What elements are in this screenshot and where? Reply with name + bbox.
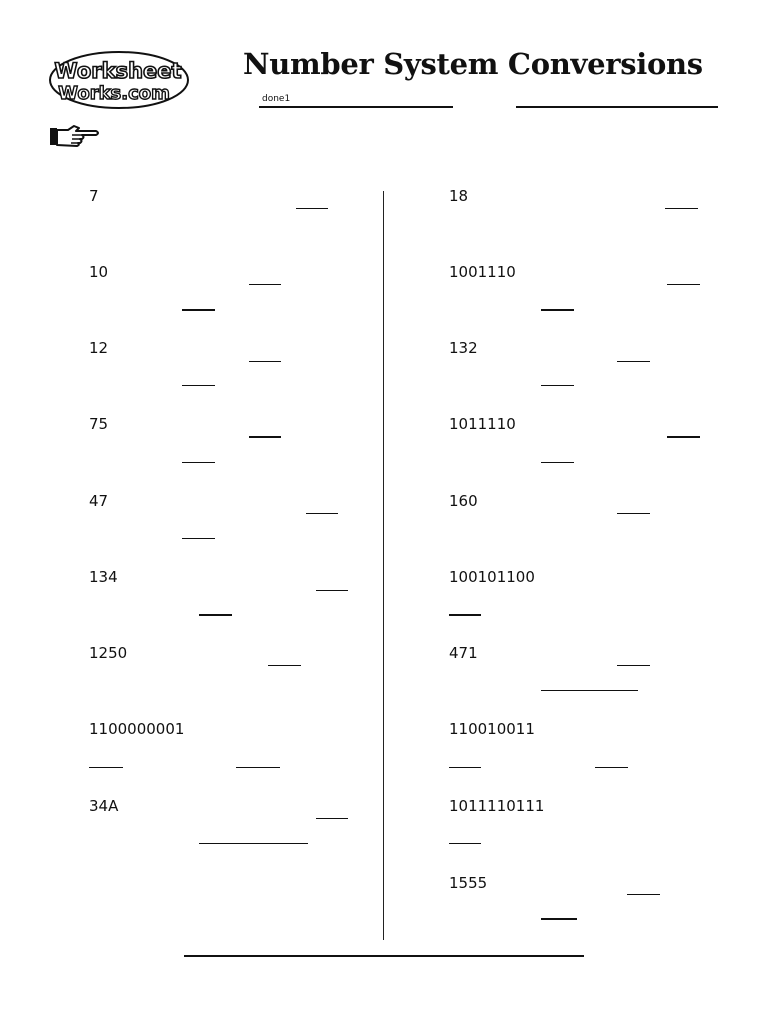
answer-blank[interactable] <box>541 309 574 311</box>
answer-blank[interactable] <box>617 513 650 514</box>
answer-blank[interactable] <box>449 843 481 844</box>
answer-blank[interactable] <box>665 208 698 209</box>
answer-blank[interactable] <box>316 590 348 591</box>
answer-blank[interactable] <box>249 436 281 438</box>
answer-blank[interactable] <box>182 385 215 386</box>
answer-blank[interactable] <box>541 690 638 691</box>
problem-number: 75 <box>89 415 109 433</box>
answer-blank[interactable] <box>541 918 577 920</box>
answer-blank[interactable] <box>617 361 650 362</box>
date-field-line[interactable] <box>516 106 718 108</box>
problem-number: 471 <box>449 644 478 662</box>
answer-blank[interactable] <box>268 665 301 666</box>
problem-number: 134 <box>89 568 118 586</box>
page-title: Number System Conversions <box>243 47 703 81</box>
answer-blank[interactable] <box>182 538 215 539</box>
problem-number: 12 <box>89 339 109 357</box>
problem-number: 34A <box>89 797 119 815</box>
answer-blank[interactable] <box>667 436 700 438</box>
answer-blank[interactable] <box>541 462 574 463</box>
bottom-rule <box>184 955 584 957</box>
problem-number: 1250 <box>89 644 128 662</box>
answer-blank[interactable] <box>595 767 628 768</box>
problem-number: 160 <box>449 492 478 510</box>
column-divider <box>383 191 384 940</box>
answer-blank[interactable] <box>249 361 281 362</box>
answer-blank[interactable] <box>306 513 338 514</box>
answer-blank[interactable] <box>236 767 280 768</box>
answer-blank[interactable] <box>449 614 481 616</box>
answer-blank[interactable] <box>249 284 281 285</box>
problem-number: 132 <box>449 339 478 357</box>
problem-number: 18 <box>449 187 469 205</box>
answer-blank[interactable] <box>617 665 650 666</box>
answer-blank[interactable] <box>296 208 328 209</box>
problem-number: 7 <box>89 187 99 205</box>
answer-blank[interactable] <box>627 894 660 895</box>
answer-blank[interactable] <box>199 614 232 616</box>
problem-number: 1011110 <box>449 415 516 433</box>
worksheetworks-logo <box>48 50 190 110</box>
answer-blank[interactable] <box>541 385 574 386</box>
problem-number: 1011110111 <box>449 797 545 815</box>
logo-line-2: Works.com <box>58 83 170 104</box>
problem-number: 10 <box>89 263 109 281</box>
answer-blank[interactable] <box>89 767 123 768</box>
logo-line-1: Worksheet <box>54 59 182 83</box>
name-field-value: done1 <box>262 94 291 104</box>
name-field-line[interactable] <box>259 106 453 108</box>
answer-blank[interactable] <box>182 462 215 463</box>
problem-number: 1555 <box>449 874 488 892</box>
answer-blank[interactable] <box>667 284 700 285</box>
pointing-hand-icon <box>48 122 102 150</box>
answer-blank[interactable] <box>182 309 215 311</box>
answer-blank[interactable] <box>199 843 308 844</box>
problem-number: 47 <box>89 492 109 510</box>
problem-number: 110010011 <box>449 720 535 738</box>
problem-number: 100101100 <box>449 568 535 586</box>
answer-blank[interactable] <box>316 818 348 819</box>
answer-blank[interactable] <box>449 767 481 768</box>
problem-number: 1100000001 <box>89 720 185 738</box>
problem-number: 1001110 <box>449 263 516 281</box>
